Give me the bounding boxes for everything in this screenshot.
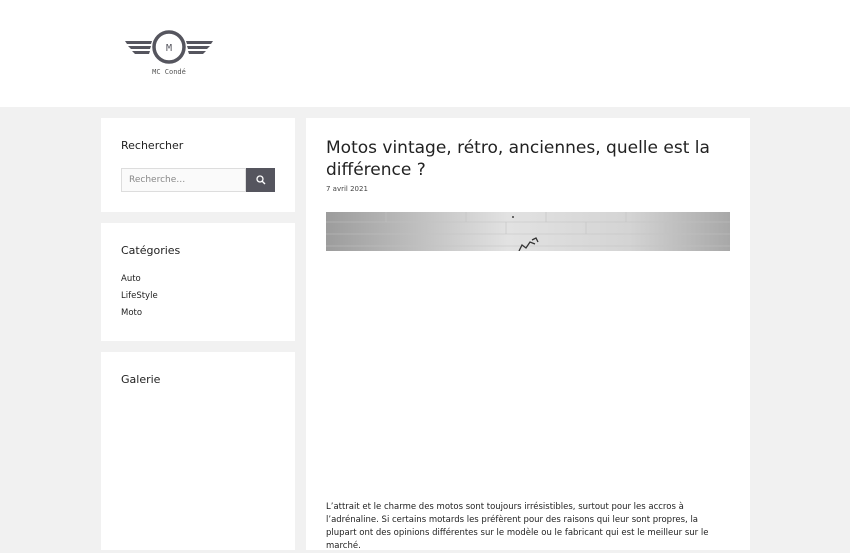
article bbox=[306, 118, 750, 550]
category-list bbox=[121, 273, 158, 324]
post-title[interactable]: Motos vintage, rétro, anciennes, quelle est la différence ? bbox=[326, 138, 710, 180]
category-link-lifestyle[interactable]: LifeStyle bbox=[121, 291, 158, 301]
search-input[interactable] bbox=[121, 168, 246, 192]
site-logo[interactable] bbox=[124, 28, 216, 80]
search-form bbox=[121, 168, 275, 192]
post-date[interactable]: 7 avril 2021 bbox=[326, 185, 368, 193]
search-button[interactable] bbox=[246, 168, 275, 192]
site-header bbox=[0, 0, 850, 107]
gallery-widget bbox=[101, 352, 295, 550]
category-link-auto[interactable]: Auto bbox=[121, 274, 141, 284]
winged-wheel-logo-icon bbox=[124, 28, 216, 68]
search-icon bbox=[256, 175, 266, 185]
categories-widget bbox=[101, 223, 295, 341]
category-link-moto[interactable]: Moto bbox=[121, 308, 143, 318]
site-name: MC Condé bbox=[152, 68, 186, 76]
post-excerpt: L’attrait et le charme des motos sont toujours irrésistibles, surtout pour les accros à l’adrénaline. Si certains motards les préfèrent pour des raisons qui leur sont propres, la plupart ont des opinions différentes sur le modèle ou le fabricant qui est le meilleur sur le marché. bbox=[326, 502, 709, 551]
search-widget bbox=[101, 118, 295, 212]
search-widget-title: Rechercher bbox=[121, 139, 184, 152]
motorcycle-photo-icon bbox=[326, 212, 730, 251]
categories-widget-title: Catégories bbox=[121, 244, 181, 257]
logo-letter: M bbox=[165, 43, 173, 54]
gallery-widget-title: Galerie bbox=[121, 373, 161, 386]
post-featured-image[interactable] bbox=[326, 212, 730, 251]
